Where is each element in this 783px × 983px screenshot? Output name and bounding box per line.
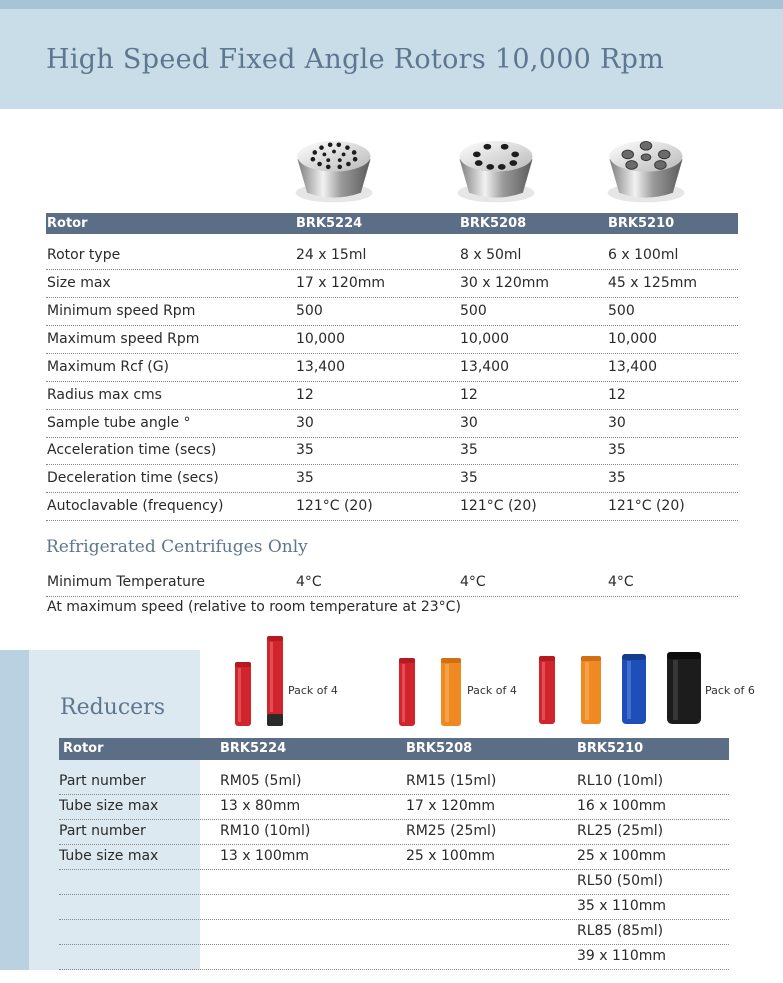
- table-row: [59, 944, 729, 970]
- row-label: Rotor type: [47, 247, 121, 263]
- reducers-table-header: [59, 738, 729, 760]
- header-cell: BRK5208: [460, 216, 527, 231]
- cell: RM25 (25ml): [406, 823, 497, 839]
- row-label: Maximum Rcf (G): [47, 359, 170, 375]
- table-row: [46, 382, 738, 410]
- cell: 30 x 120mm: [460, 275, 549, 291]
- pack-label: Pack of 4: [288, 684, 338, 697]
- cell: 35: [460, 470, 478, 486]
- rotor-brk5224-image: [286, 116, 382, 212]
- cell: 35: [608, 442, 626, 458]
- cell: 4°C: [608, 574, 634, 590]
- cell: 4°C: [296, 574, 322, 590]
- pack-label: Pack of 4: [467, 684, 517, 697]
- table-row: [46, 242, 738, 270]
- cell: RM15 (15ml): [406, 773, 497, 789]
- cell: 45 x 125mm: [608, 275, 697, 291]
- table-row: [59, 894, 729, 920]
- row-label: Autoclavable (frequency): [47, 498, 224, 514]
- cell: 30: [296, 415, 314, 431]
- cell: RL25 (25ml): [577, 823, 664, 839]
- cell: 35: [460, 442, 478, 458]
- cell: RL50 (50ml): [577, 873, 664, 889]
- table-row: [46, 410, 738, 438]
- table-row: [46, 493, 738, 521]
- reducer-side-band: [0, 650, 29, 970]
- table-row: [46, 326, 738, 354]
- cell: 25 x 100mm: [406, 848, 495, 864]
- reducers-title: Reducers: [60, 695, 165, 720]
- rotor-brk5210-image: [598, 116, 694, 212]
- tube-blue-image: [619, 652, 649, 728]
- row-label: Radius max cms: [47, 387, 162, 403]
- top-accent-strip: [0, 0, 783, 9]
- row-label: Tube size max: [59, 848, 159, 864]
- cell: 10,000: [460, 331, 509, 347]
- tube-red-short-image: [232, 660, 254, 730]
- row-label: Deceleration time (secs): [47, 470, 219, 486]
- tube-black-image: [664, 650, 704, 728]
- cell: 39 x 110mm: [577, 948, 666, 964]
- table-row: [59, 919, 729, 945]
- temperature-note: At maximum speed (relative to room temperature at 23°C): [47, 599, 461, 615]
- header-cell: BRK5210: [577, 741, 644, 756]
- cell: 12: [608, 387, 626, 403]
- cell: 35: [608, 470, 626, 486]
- refrigerated-section-title: Refrigerated Centrifuges Only: [46, 537, 308, 557]
- table-row: [46, 437, 738, 465]
- tube-orange-image: [438, 656, 464, 730]
- row-label: Size max: [47, 275, 111, 291]
- row-label: Minimum Temperature: [47, 574, 206, 590]
- header-cell: BRK5224: [296, 216, 363, 231]
- temperature-row: [46, 569, 738, 597]
- cell: 121°C (20): [296, 498, 373, 514]
- header-cell: BRK5210: [608, 216, 675, 231]
- row-label: Part number: [59, 823, 146, 839]
- row-label: Part number: [59, 773, 146, 789]
- row-label: Sample tube angle °: [47, 415, 191, 431]
- cell: 24 x 15ml: [296, 247, 367, 263]
- cell: 121°C (20): [460, 498, 537, 514]
- cell: 13,400: [460, 359, 509, 375]
- tube-orange-image: [578, 654, 604, 728]
- cell: 30: [608, 415, 626, 431]
- header-cell: BRK5208: [406, 741, 473, 756]
- cell: 16 x 100mm: [577, 798, 666, 814]
- cell: 13,400: [296, 359, 345, 375]
- cell: 10,000: [296, 331, 345, 347]
- cell: 13 x 80mm: [220, 798, 301, 814]
- cell: 500: [460, 303, 487, 319]
- cell: 25 x 100mm: [577, 848, 666, 864]
- cell: RL10 (10ml): [577, 773, 664, 789]
- cell: RM05 (5ml): [220, 773, 302, 789]
- cell: 10,000: [608, 331, 657, 347]
- pack-label: Pack of 6: [705, 684, 755, 697]
- row-label: Maximum speed Rpm: [47, 331, 200, 347]
- row-label: Acceleration time (secs): [47, 442, 217, 458]
- table-row: [46, 465, 738, 493]
- cell: 12: [460, 387, 478, 403]
- header-cell: Rotor: [63, 741, 104, 756]
- cell: 17 x 120mm: [406, 798, 495, 814]
- tube-red-tall-image: [264, 634, 286, 730]
- header-cell: Rotor: [47, 216, 88, 231]
- tube-red-image: [536, 654, 558, 728]
- cell: 30: [460, 415, 478, 431]
- cell: 6 x 100ml: [608, 247, 679, 263]
- cell: 17 x 120mm: [296, 275, 385, 291]
- cell: RM10 (10ml): [220, 823, 311, 839]
- row-label: Tube size max: [59, 798, 159, 814]
- table-row: [59, 844, 729, 870]
- table-row: [59, 769, 729, 795]
- cell: 35 x 110mm: [577, 898, 666, 914]
- table-row: [59, 794, 729, 820]
- table-row: [46, 270, 738, 298]
- row-label: Minimum speed Rpm: [47, 303, 196, 319]
- tube-red-image: [396, 656, 418, 730]
- cell: 35: [296, 470, 314, 486]
- cell: 500: [296, 303, 323, 319]
- cell: 13 x 100mm: [220, 848, 309, 864]
- cell: 4°C: [460, 574, 486, 590]
- page-title: High Speed Fixed Angle Rotors 10,000 Rpm: [46, 44, 665, 75]
- table-row: [59, 869, 729, 895]
- table-row: [59, 819, 729, 845]
- cell: 500: [608, 303, 635, 319]
- header-cell: BRK5224: [220, 741, 287, 756]
- rotor-table-header: [46, 213, 738, 234]
- cell: 8 x 50ml: [460, 247, 522, 263]
- table-row: [46, 354, 738, 382]
- cell: 121°C (20): [608, 498, 685, 514]
- cell: 12: [296, 387, 314, 403]
- cell: 35: [296, 442, 314, 458]
- cell: RL85 (85ml): [577, 923, 664, 939]
- rotor-brk5208-image: [448, 116, 544, 212]
- table-row: [46, 298, 738, 326]
- cell: 13,400: [608, 359, 657, 375]
